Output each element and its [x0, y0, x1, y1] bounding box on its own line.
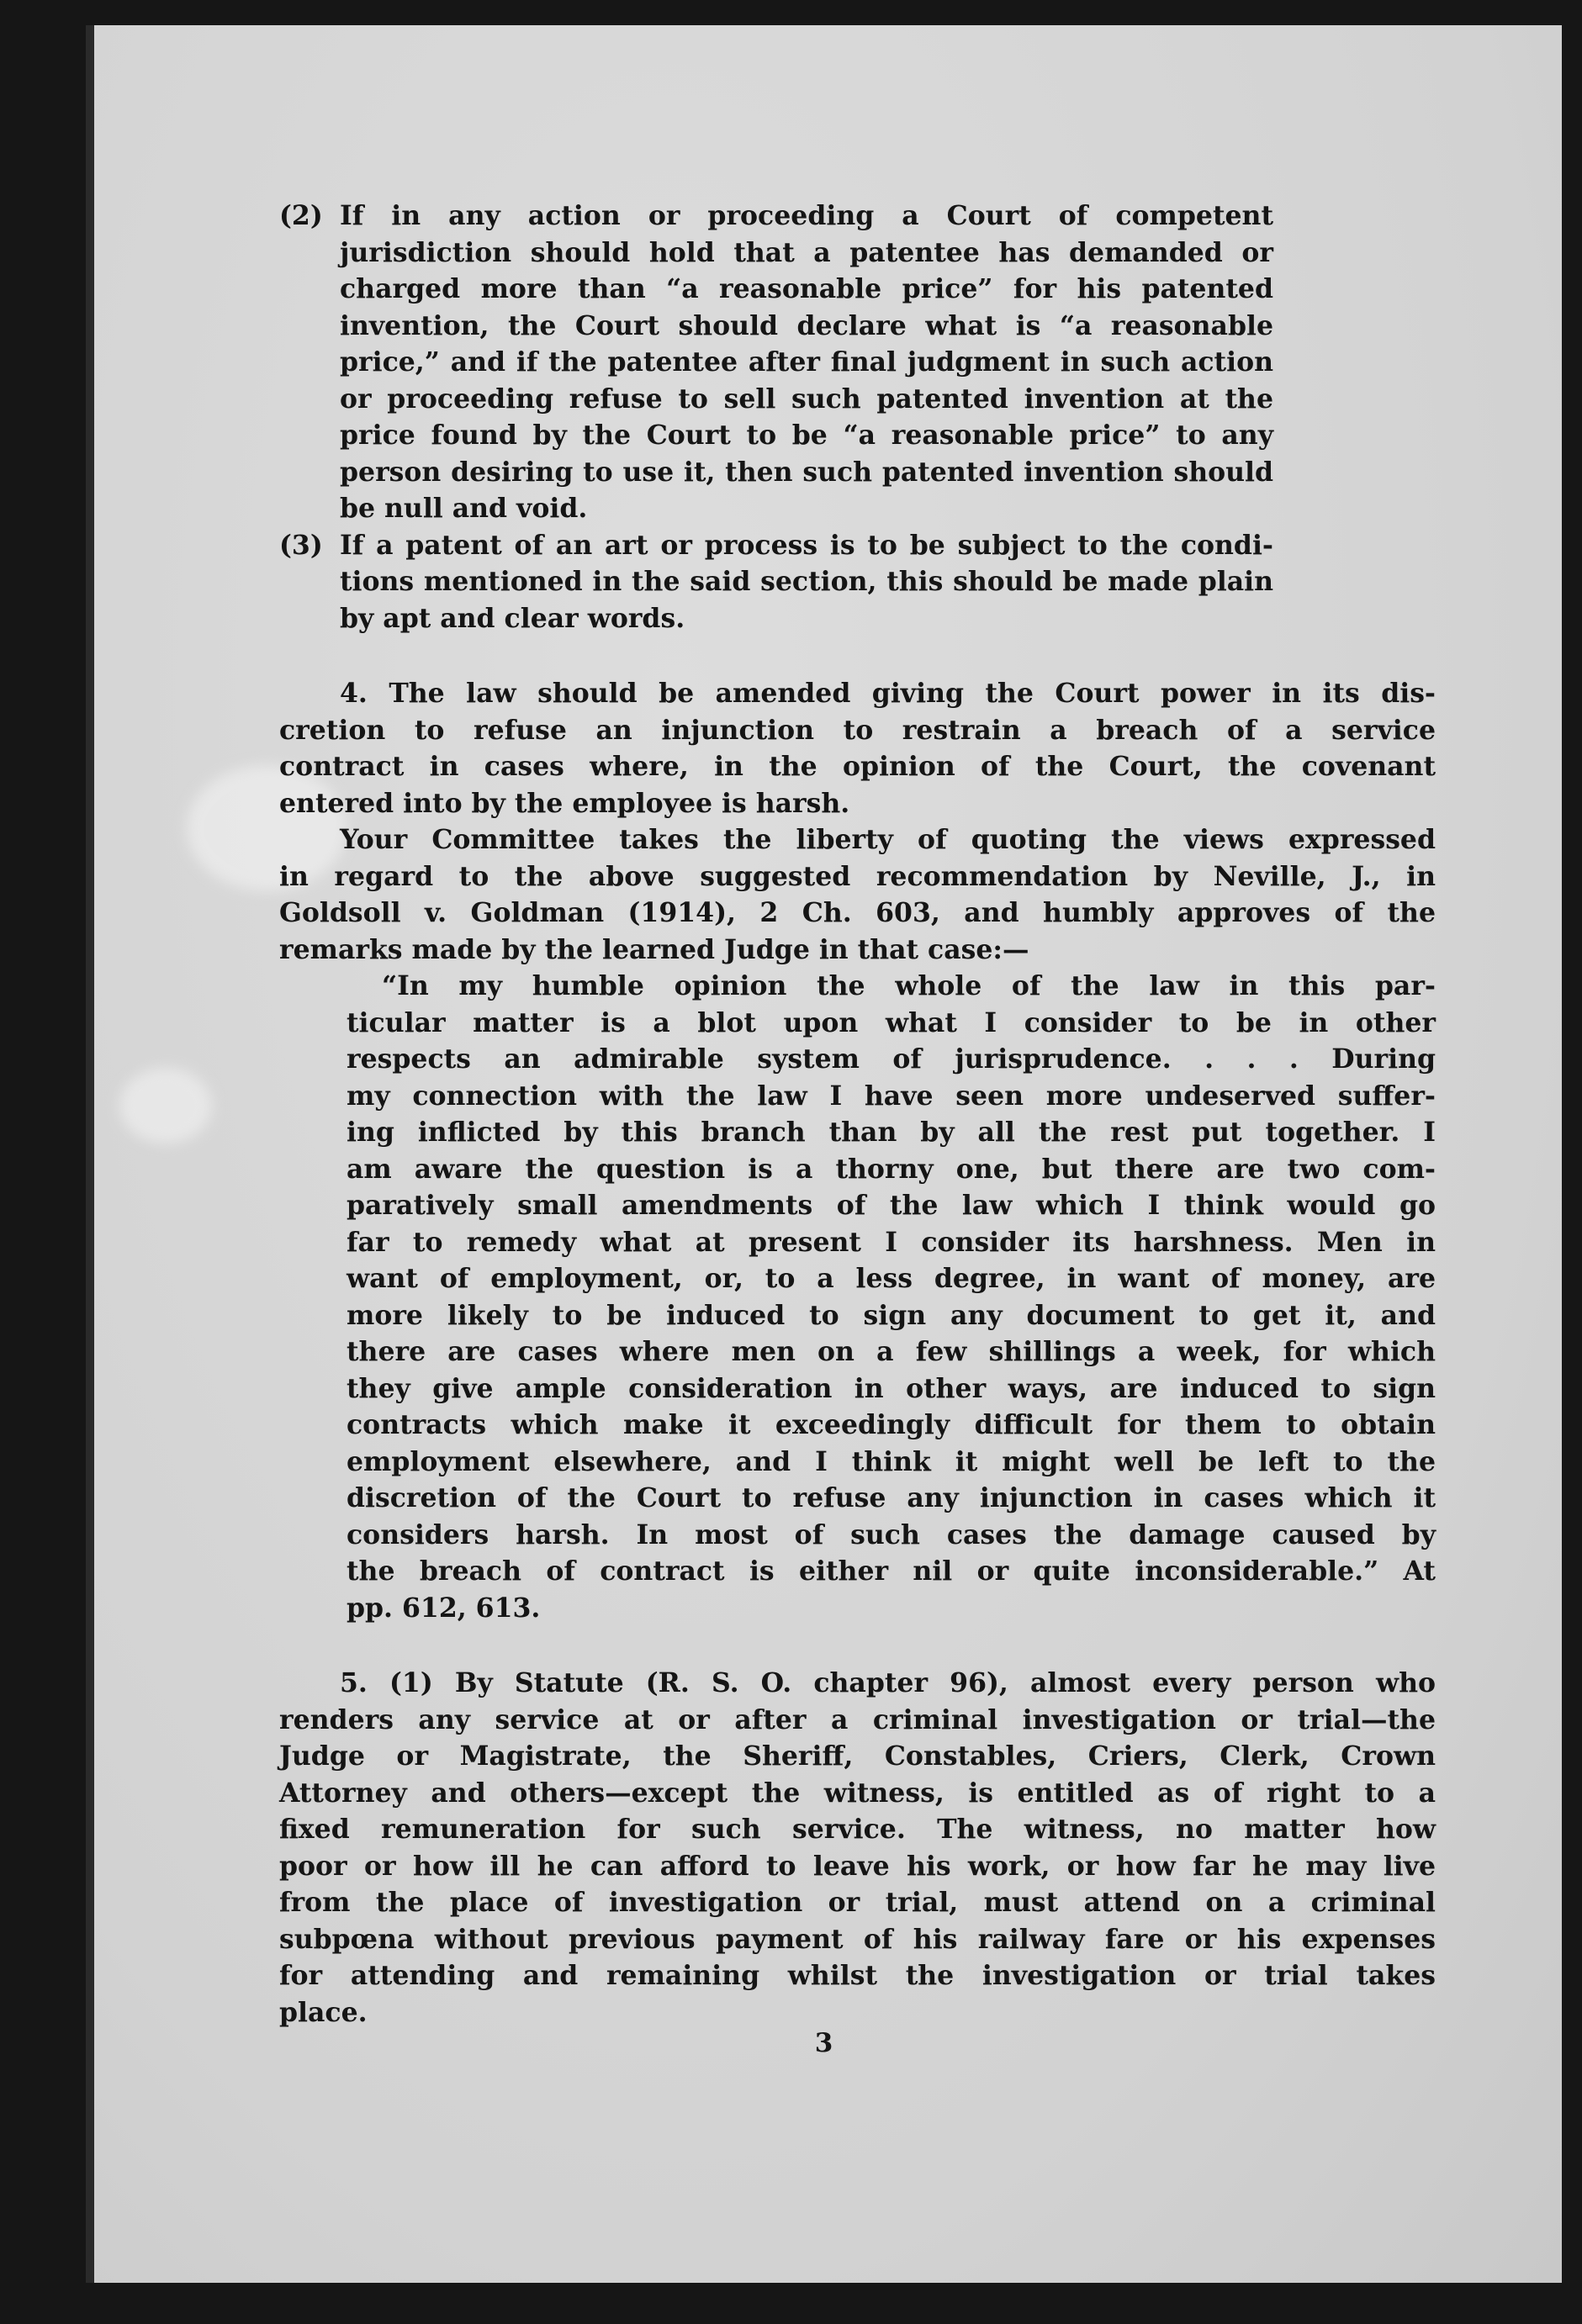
- text-line: price found by the Court to be “a reasonable price” to any: [340, 420, 1273, 451]
- text-line: price,” and if the patentee after final judgment in such action: [340, 346, 1273, 378]
- text-line: Goldsoll v. Goldman (1914), 2 Ch. 603, and humbly approves of the: [279, 897, 1436, 928]
- text-line: ticular matter is a blot upon what I consider to be in other: [347, 1006, 1436, 1038]
- item-label: (2): [279, 200, 323, 231]
- text-line: the breach of contract is either nil or quite inconsiderable.” At: [347, 1555, 1436, 1587]
- text-line: place.: [279, 1996, 368, 2028]
- text-line: in regard to the above suggested recommendation by Neville, J., in: [279, 860, 1436, 892]
- text-line: entered into by the employee is harsh.: [279, 787, 850, 819]
- text-line: want of employment, or, to a less degree, in want of money, are: [347, 1263, 1436, 1294]
- text-line: discretion of the Court to refuse any injunction in cases which it: [347, 1482, 1436, 1513]
- text-line: my connection with the law I have seen more undeserved suffer-: [347, 1080, 1436, 1112]
- text-line: 4. The law should be amended giving the Court power in its dis-: [340, 678, 1436, 709]
- item-label: (3): [279, 529, 323, 561]
- text-line: contract in cases where, in the opinion of the Court, the covenant: [279, 751, 1436, 782]
- text-line: 5. (1) By Statute (R. S. O. chapter 96), almost every person who: [340, 1667, 1436, 1698]
- text-line: “In my humble opinion the whole of the law in this par-: [382, 970, 1436, 1001]
- text-line: be null and void.: [340, 493, 588, 524]
- document-page: [86, 25, 1562, 2283]
- text-line: paratively small amendments of the law which I think would go: [347, 1190, 1436, 1221]
- text-line: subpœna without previous payment of his railway fare or his expenses: [279, 1923, 1436, 1955]
- section-4-paragraph: [279, 675, 1436, 821]
- item-2: [279, 198, 1436, 527]
- text-line: for attending and remaining whilst the investigation or trial takes: [279, 1960, 1436, 1991]
- text-line: there are cases where men on a few shillings a week, for which: [347, 1336, 1436, 1367]
- text-line: they give ample consideration in other ways, are induced to sign: [347, 1372, 1436, 1404]
- text-line: employment elsewhere, and I think it might well be left to the: [347, 1445, 1436, 1477]
- text-line: ing inflicted by this branch than by all the rest put together. I: [347, 1117, 1436, 1148]
- text-line: considers harsh. In most of such cases the damage caused by: [347, 1519, 1436, 1550]
- judicial-quote: [279, 968, 1436, 1626]
- text-line: cretion to refuse an injunction to restrain a breach of a service: [279, 714, 1436, 746]
- text-line: contracts which make it exceedingly difficult for them to obtain: [347, 1409, 1436, 1440]
- text-line: invention, the Court should declare what is “a reasonable: [340, 309, 1273, 341]
- text-line: charged more than “a reasonable price” for his patented: [340, 273, 1273, 304]
- text-line: from the place of investigation or trial, must attend on a criminal: [279, 1887, 1436, 1918]
- section-5-paragraph: [279, 1665, 1436, 2031]
- text-line: Attorney and others—except the witness, is entitled as of right to a: [279, 1777, 1436, 1809]
- item-3: [279, 527, 1436, 637]
- text-line: Judge or Magistrate, the Sheriff, Constables, Criers, Clerk, Crown: [279, 1740, 1436, 1772]
- document-body: [279, 198, 1436, 2031]
- text-line: am aware the question is a thorny one, but there are two com-: [347, 1153, 1436, 1185]
- page-number: 3: [814, 2028, 833, 2058]
- text-line: If in any action or proceeding a Court of competent: [340, 200, 1273, 231]
- text-line: pp. 612, 613.: [347, 1592, 541, 1624]
- text-line: Your Committee takes the liberty of quoting the views expressed: [340, 824, 1436, 855]
- committee-paragraph: [279, 821, 1436, 968]
- text-line: renders any service at or after a criminal investigation or trial—the: [279, 1703, 1436, 1735]
- text-line: poor or how ill he can afford to leave his work, or how far he may live: [279, 1850, 1436, 1882]
- text-line: or proceeding refuse to sell such patented invention at the: [340, 383, 1273, 415]
- text-line: jurisdiction should hold that a patentee has demanded or: [340, 236, 1273, 268]
- text-line: respects an admirable system of jurisprudence. . . . During: [347, 1043, 1436, 1075]
- text-line: person desiring to use it, then such patented invention should: [340, 456, 1273, 488]
- paper-stain: [119, 1068, 212, 1144]
- text-line: fixed remuneration for such service. The witness, no matter how: [279, 1814, 1436, 1845]
- text-line: far to remedy what at present I consider its harshness. Men in: [347, 1226, 1436, 1258]
- binding-edge: [86, 25, 94, 2283]
- text-line: remarks made by the learned Judge in that case:—: [279, 933, 1029, 965]
- text-line: by apt and clear words.: [340, 602, 685, 634]
- text-line: If a patent of an art or process is to be subject to the condi-: [340, 529, 1273, 561]
- text-line: tions mentioned in the said section, this should be made plain: [340, 566, 1273, 597]
- text-line: more likely to be induced to sign any document to get it, and: [347, 1299, 1436, 1331]
